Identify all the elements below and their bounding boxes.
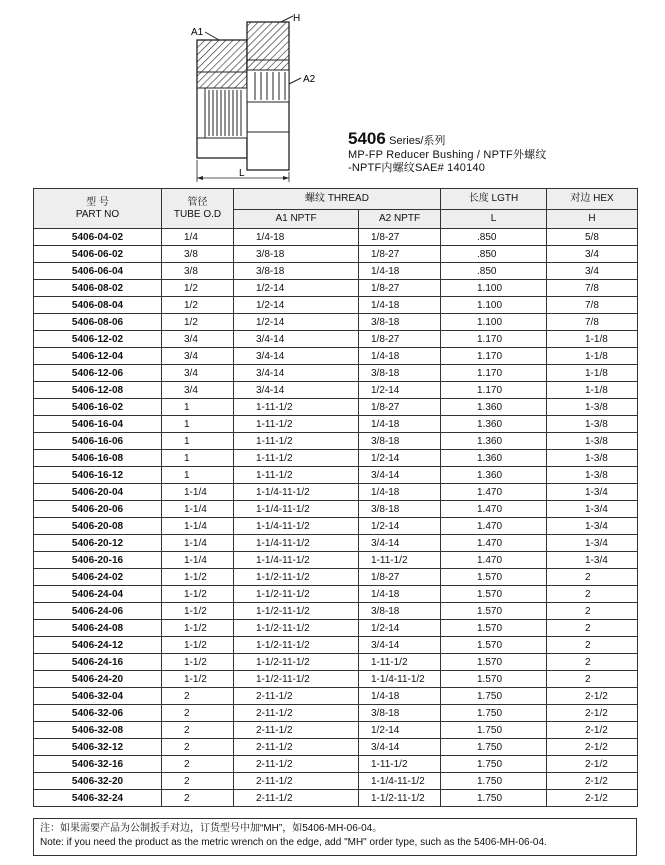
cell-hex: 1-3/4 bbox=[547, 501, 638, 518]
cell-hex: 2 bbox=[547, 569, 638, 586]
cell-hex: 7/8 bbox=[547, 280, 638, 297]
cell-a1-thread: 1-1/4-11-1/2 bbox=[234, 501, 359, 518]
cell-length: 1.570 bbox=[441, 586, 547, 603]
cell-tube-od: 2 bbox=[162, 705, 234, 722]
cell-a1-thread: 3/4-14 bbox=[234, 365, 359, 382]
cell-length: 1.750 bbox=[441, 722, 547, 739]
cell-hex: 2 bbox=[547, 603, 638, 620]
cell-a1-thread: 1-1/2-11-1/2 bbox=[234, 637, 359, 654]
cell-length: 1.570 bbox=[441, 569, 547, 586]
cell-hex: 1-1/8 bbox=[547, 382, 638, 399]
cell-length: 1.570 bbox=[441, 671, 547, 688]
table-row bbox=[34, 246, 638, 263]
cell-tube-od: 1-1/2 bbox=[162, 637, 234, 654]
notes-box bbox=[33, 818, 637, 856]
cell-length: 1.570 bbox=[441, 603, 547, 620]
cell-length: 1.750 bbox=[441, 739, 547, 756]
cell-hex: 2 bbox=[547, 671, 638, 688]
table-row bbox=[34, 433, 638, 450]
cell-tube-od: 1-1/2 bbox=[162, 603, 234, 620]
cell-length: 1.170 bbox=[441, 348, 547, 365]
cell-hex: 5/8 bbox=[547, 229, 638, 246]
cell-hex: 1-3/8 bbox=[547, 450, 638, 467]
cell-tube-od: 1 bbox=[162, 416, 234, 433]
cell-length: 1.750 bbox=[441, 790, 547, 807]
cell-length: 1.570 bbox=[441, 654, 547, 671]
cell-hex: 2 bbox=[547, 620, 638, 637]
cell-hex: 2-1/2 bbox=[547, 773, 638, 790]
cell-tube-od: 2 bbox=[162, 739, 234, 756]
cell-hex: 2 bbox=[547, 637, 638, 654]
cell-part-no: 5406-12-08 bbox=[34, 382, 162, 399]
table-row bbox=[34, 739, 638, 756]
cell-a2-thread: 3/4-14 bbox=[359, 467, 441, 484]
cell-a1-thread: 3/4-14 bbox=[234, 348, 359, 365]
cell-hex: 1-3/8 bbox=[547, 399, 638, 416]
table-row bbox=[34, 399, 638, 416]
table-row bbox=[34, 467, 638, 484]
cell-part-no: 5406-16-08 bbox=[34, 450, 162, 467]
cell-tube-od: 1-1/2 bbox=[162, 671, 234, 688]
cell-part-no: 5406-32-16 bbox=[34, 756, 162, 773]
cell-a2-thread: 1/4-18 bbox=[359, 586, 441, 603]
cell-length: 1.100 bbox=[441, 314, 547, 331]
cell-length: 1.360 bbox=[441, 433, 547, 450]
table-row bbox=[34, 280, 638, 297]
cell-tube-od: 1-1/4 bbox=[162, 518, 234, 535]
cell-part-no: 5406-24-04 bbox=[34, 586, 162, 603]
note-en: Note: if you need the product as the metric wrench on the edge, add "MH" order type, such as the 5406-MH-06-04. bbox=[40, 837, 547, 848]
cell-part-no: 5406-16-06 bbox=[34, 433, 162, 450]
cell-a2-thread: 1/4-18 bbox=[359, 688, 441, 705]
cell-hex: 1-3/8 bbox=[547, 416, 638, 433]
table-row bbox=[34, 569, 638, 586]
cell-hex: 1-3/4 bbox=[547, 518, 638, 535]
cell-tube-od: 1-1/2 bbox=[162, 654, 234, 671]
table-row bbox=[34, 790, 638, 807]
cell-a2-thread: 3/4-14 bbox=[359, 637, 441, 654]
cell-part-no: 5406-24-16 bbox=[34, 654, 162, 671]
cell-length: 1.360 bbox=[441, 467, 547, 484]
cell-a1-thread: 1-1/4-11-1/2 bbox=[234, 552, 359, 569]
cell-length: 1.470 bbox=[441, 484, 547, 501]
cell-hex: 1-1/8 bbox=[547, 365, 638, 382]
cell-length: .850 bbox=[441, 246, 547, 263]
cell-a1-thread: 1-1/2-11-1/2 bbox=[234, 654, 359, 671]
cell-tube-od: 3/4 bbox=[162, 365, 234, 382]
cell-part-no: 5406-24-12 bbox=[34, 637, 162, 654]
table-row bbox=[34, 263, 638, 280]
cell-tube-od: 1/4 bbox=[162, 229, 234, 246]
cell-a2-thread: 1-1/4-11-1/2 bbox=[359, 773, 441, 790]
cell-part-no: 5406-24-02 bbox=[34, 569, 162, 586]
specification-table bbox=[33, 188, 638, 807]
product-title-block bbox=[348, 131, 658, 175]
cell-length: 1.570 bbox=[441, 620, 547, 637]
cell-a1-thread: 1-11-1/2 bbox=[234, 399, 359, 416]
cell-a2-thread: 1/2-14 bbox=[359, 382, 441, 399]
cell-a1-thread: 1-1/4-11-1/2 bbox=[234, 518, 359, 535]
cell-part-no: 5406-04-02 bbox=[34, 229, 162, 246]
cell-a1-thread: 1/2-14 bbox=[234, 314, 359, 331]
cell-a2-thread: 3/8-18 bbox=[359, 314, 441, 331]
cell-hex: 1-3/8 bbox=[547, 433, 638, 450]
cell-length: 1.750 bbox=[441, 773, 547, 790]
cell-part-no: 5406-20-16 bbox=[34, 552, 162, 569]
cell-a1-thread: 1/2-14 bbox=[234, 280, 359, 297]
cell-a1-thread: 1-11-1/2 bbox=[234, 433, 359, 450]
cell-a1-thread: 2-11-1/2 bbox=[234, 773, 359, 790]
cell-a1-thread: 1-11-1/2 bbox=[234, 467, 359, 484]
cell-hex: 1-1/8 bbox=[547, 331, 638, 348]
table-row bbox=[34, 365, 638, 382]
header-length: 长度 LGTH bbox=[441, 189, 547, 210]
table-row bbox=[34, 773, 638, 790]
cell-hex: 1-3/4 bbox=[547, 484, 638, 501]
cell-hex: 1-3/4 bbox=[547, 552, 638, 569]
cell-a1-thread: 1-1/2-11-1/2 bbox=[234, 586, 359, 603]
cell-a2-thread: 1-1/2-11-1/2 bbox=[359, 790, 441, 807]
cell-a1-thread: 2-11-1/2 bbox=[234, 705, 359, 722]
label-a2: A2 bbox=[303, 74, 316, 85]
cell-a2-thread: 1/8-27 bbox=[359, 280, 441, 297]
cell-a2-thread: 1/8-27 bbox=[359, 229, 441, 246]
cell-a1-thread: 1-1/2-11-1/2 bbox=[234, 569, 359, 586]
cell-tube-od: 1-1/2 bbox=[162, 620, 234, 637]
table-row bbox=[34, 314, 638, 331]
cell-part-no: 5406-06-02 bbox=[34, 246, 162, 263]
cell-a1-thread: 2-11-1/2 bbox=[234, 790, 359, 807]
cell-a2-thread: 3/8-18 bbox=[359, 501, 441, 518]
header-length-sub: L bbox=[441, 210, 547, 229]
cell-part-no: 5406-20-04 bbox=[34, 484, 162, 501]
cell-tube-od: 1-1/4 bbox=[162, 552, 234, 569]
cell-length: 1.470 bbox=[441, 501, 547, 518]
cell-part-no: 5406-12-06 bbox=[34, 365, 162, 382]
note-cn: 注：如果需要产品为公制扳手对边，订货型号中加“MH”，如5406-MH-06-04。 bbox=[40, 823, 383, 834]
cell-tube-od: 1-1/4 bbox=[162, 501, 234, 518]
cell-a2-thread: 3/8-18 bbox=[359, 433, 441, 450]
cell-part-no: 5406-12-02 bbox=[34, 331, 162, 348]
label-l: L bbox=[239, 168, 245, 179]
cell-part-no: 5406-20-06 bbox=[34, 501, 162, 518]
cell-hex: 2-1/2 bbox=[547, 722, 638, 739]
cell-length: 1.170 bbox=[441, 382, 547, 399]
cell-tube-od: 3/8 bbox=[162, 263, 234, 280]
table-row bbox=[34, 552, 638, 569]
table-row bbox=[34, 705, 638, 722]
header-thread: 螺纹 THREAD bbox=[234, 189, 441, 210]
cell-a1-thread: 1/4-18 bbox=[234, 229, 359, 246]
cell-hex: 7/8 bbox=[547, 314, 638, 331]
header-part-cn: 型 号 bbox=[86, 196, 109, 208]
label-a1: A1 bbox=[191, 27, 204, 38]
table-row bbox=[34, 620, 638, 637]
table-row bbox=[34, 331, 638, 348]
cell-a2-thread: 3/8-18 bbox=[359, 705, 441, 722]
cell-a2-thread: 3/4-14 bbox=[359, 535, 441, 552]
table-row bbox=[34, 688, 638, 705]
cell-tube-od: 2 bbox=[162, 722, 234, 739]
cell-hex: 2-1/2 bbox=[547, 705, 638, 722]
label-h: H bbox=[293, 13, 301, 24]
cell-part-no: 5406-16-02 bbox=[34, 399, 162, 416]
table-row bbox=[34, 484, 638, 501]
cell-length: 1.470 bbox=[441, 518, 547, 535]
cell-length: .850 bbox=[441, 263, 547, 280]
table-row bbox=[34, 603, 638, 620]
cell-length: 1.470 bbox=[441, 552, 547, 569]
table-row bbox=[34, 654, 638, 671]
cell-a1-thread: 2-11-1/2 bbox=[234, 739, 359, 756]
cell-a1-thread: 2-11-1/2 bbox=[234, 756, 359, 773]
cell-a1-thread: 1-11-1/2 bbox=[234, 416, 359, 433]
cell-a1-thread: 1-1/4-11-1/2 bbox=[234, 484, 359, 501]
cell-a2-thread: 3/8-18 bbox=[359, 603, 441, 620]
cell-hex: 1-3/4 bbox=[547, 535, 638, 552]
cell-part-no: 5406-20-12 bbox=[34, 535, 162, 552]
cell-hex: 2-1/2 bbox=[547, 688, 638, 705]
cell-hex: 2-1/2 bbox=[547, 790, 638, 807]
cell-a1-thread: 1-1/2-11-1/2 bbox=[234, 603, 359, 620]
cell-tube-od: 1/2 bbox=[162, 280, 234, 297]
table-row bbox=[34, 756, 638, 773]
cell-part-no: 5406-20-08 bbox=[34, 518, 162, 535]
cell-hex: 2-1/2 bbox=[547, 756, 638, 773]
cell-a1-thread: 3/4-14 bbox=[234, 382, 359, 399]
table-row bbox=[34, 518, 638, 535]
cell-tube-od: 1-1/4 bbox=[162, 484, 234, 501]
cell-part-no: 5406-08-02 bbox=[34, 280, 162, 297]
cell-a1-thread: 3/8-18 bbox=[234, 263, 359, 280]
cell-part-no: 5406-32-20 bbox=[34, 773, 162, 790]
cell-a2-thread: 1/8-27 bbox=[359, 246, 441, 263]
header-part-no bbox=[34, 189, 162, 229]
cell-a2-thread: 1/4-18 bbox=[359, 416, 441, 433]
cell-a2-thread: 1/2-14 bbox=[359, 620, 441, 637]
header-a2: A2 NPTF bbox=[359, 210, 441, 229]
cell-tube-od: 1/2 bbox=[162, 314, 234, 331]
cell-part-no: 5406-16-04 bbox=[34, 416, 162, 433]
cell-length: 1.570 bbox=[441, 637, 547, 654]
cell-a2-thread: 1/2-14 bbox=[359, 450, 441, 467]
cell-length: 1.360 bbox=[441, 450, 547, 467]
cell-a2-thread: 1-11-1/2 bbox=[359, 756, 441, 773]
cell-hex: 1-3/8 bbox=[547, 467, 638, 484]
table-row bbox=[34, 382, 638, 399]
cell-a2-thread: 1/2-14 bbox=[359, 518, 441, 535]
cell-a1-thread: 1-11-1/2 bbox=[234, 450, 359, 467]
cell-length: 1.750 bbox=[441, 705, 547, 722]
cell-length: .850 bbox=[441, 229, 547, 246]
table-row bbox=[34, 535, 638, 552]
cell-a1-thread: 1-1/4-11-1/2 bbox=[234, 535, 359, 552]
table-row bbox=[34, 416, 638, 433]
cell-part-no: 5406-32-24 bbox=[34, 790, 162, 807]
cell-part-no: 5406-24-08 bbox=[34, 620, 162, 637]
cell-length: 1.360 bbox=[441, 399, 547, 416]
cell-a1-thread: 2-11-1/2 bbox=[234, 688, 359, 705]
series-label: Series/系列 bbox=[389, 135, 446, 147]
cell-a2-thread: 1/8-27 bbox=[359, 399, 441, 416]
header-a1: A1 NPTF bbox=[234, 210, 359, 229]
cell-part-no: 5406-32-04 bbox=[34, 688, 162, 705]
cell-a2-thread: 1/4-18 bbox=[359, 484, 441, 501]
cell-a2-thread: 1-1/4-11-1/2 bbox=[359, 671, 441, 688]
cell-part-no: 5406-24-06 bbox=[34, 603, 162, 620]
cell-length: 1.170 bbox=[441, 365, 547, 382]
table-row bbox=[34, 637, 638, 654]
cell-tube-od: 3/8 bbox=[162, 246, 234, 263]
cell-tube-od: 1 bbox=[162, 399, 234, 416]
cell-part-no: 5406-06-04 bbox=[34, 263, 162, 280]
cell-part-no: 5406-32-08 bbox=[34, 722, 162, 739]
product-description-2: -NPTF内螺纹SAE# 140140 bbox=[348, 162, 486, 174]
cell-tube-od: 1/2 bbox=[162, 297, 234, 314]
cell-a2-thread: 3/8-18 bbox=[359, 365, 441, 382]
product-title bbox=[348, 131, 658, 149]
cell-tube-od: 2 bbox=[162, 790, 234, 807]
cell-a2-thread: 3/4-14 bbox=[359, 739, 441, 756]
cell-length: 1.170 bbox=[441, 331, 547, 348]
cell-tube-od: 1 bbox=[162, 450, 234, 467]
cell-part-no: 5406-32-12 bbox=[34, 739, 162, 756]
cell-hex: 3/4 bbox=[547, 246, 638, 263]
product-description: MP-FP Reducer Bushing / NPTF外螺纹 bbox=[348, 149, 547, 161]
cell-tube-od: 3/4 bbox=[162, 382, 234, 399]
cell-tube-od: 1 bbox=[162, 433, 234, 450]
cell-part-no: 5406-16-12 bbox=[34, 467, 162, 484]
cell-tube-od: 2 bbox=[162, 688, 234, 705]
cell-length: 1.750 bbox=[441, 688, 547, 705]
cell-hex: 2 bbox=[547, 654, 638, 671]
cell-a1-thread: 3/8-18 bbox=[234, 246, 359, 263]
cell-a2-thread: 1/8-27 bbox=[359, 331, 441, 348]
table-row bbox=[34, 722, 638, 739]
product-code: 5406 bbox=[348, 129, 386, 148]
cell-tube-od: 3/4 bbox=[162, 348, 234, 365]
cell-tube-od: 1-1/2 bbox=[162, 569, 234, 586]
cell-a1-thread: 2-11-1/2 bbox=[234, 722, 359, 739]
table-row bbox=[34, 348, 638, 365]
reducer-bushing-drawing bbox=[185, 10, 335, 185]
cell-a2-thread: 1/8-27 bbox=[359, 569, 441, 586]
cell-tube-od: 1 bbox=[162, 467, 234, 484]
header-hex: 对边 HEX bbox=[547, 189, 638, 210]
table-row bbox=[34, 229, 638, 246]
cell-hex: 3/4 bbox=[547, 263, 638, 280]
fitting-drawing bbox=[185, 10, 335, 185]
cell-a1-thread: 1-1/2-11-1/2 bbox=[234, 620, 359, 637]
cell-a2-thread: 1/2-14 bbox=[359, 722, 441, 739]
cell-a2-thread: 1/4-18 bbox=[359, 348, 441, 365]
cell-hex: 2-1/2 bbox=[547, 739, 638, 756]
cell-a1-thread: 3/4-14 bbox=[234, 331, 359, 348]
cell-length: 1.100 bbox=[441, 297, 547, 314]
cell-part-no: 5406-08-06 bbox=[34, 314, 162, 331]
header-tube-cn: 管径 bbox=[187, 196, 208, 208]
cell-part-no: 5406-08-04 bbox=[34, 297, 162, 314]
cell-hex: 2 bbox=[547, 586, 638, 603]
table-body bbox=[34, 229, 638, 807]
cell-length: 1.100 bbox=[441, 280, 547, 297]
header-tube-od bbox=[162, 189, 234, 229]
cell-length: 1.470 bbox=[441, 535, 547, 552]
header-hex-sub: H bbox=[547, 210, 638, 229]
cell-hex: 7/8 bbox=[547, 297, 638, 314]
cell-a2-thread: 1-11-1/2 bbox=[359, 654, 441, 671]
cell-a1-thread: 1-1/2-11-1/2 bbox=[234, 671, 359, 688]
header-tube-en: TUBE O.D bbox=[173, 208, 222, 220]
cell-tube-od: 3/4 bbox=[162, 331, 234, 348]
table-row bbox=[34, 586, 638, 603]
cell-hex: 1-1/8 bbox=[547, 348, 638, 365]
cell-tube-od: 1-1/2 bbox=[162, 586, 234, 603]
cell-tube-od: 1-1/4 bbox=[162, 535, 234, 552]
cell-length: 1.360 bbox=[441, 416, 547, 433]
table-row bbox=[34, 297, 638, 314]
cell-a2-thread: 1/4-18 bbox=[359, 263, 441, 280]
header-part-en: PART NO bbox=[75, 208, 120, 220]
cell-tube-od: 2 bbox=[162, 756, 234, 773]
cell-part-no: 5406-12-04 bbox=[34, 348, 162, 365]
cell-a2-thread: 1/4-18 bbox=[359, 297, 441, 314]
table-row bbox=[34, 671, 638, 688]
cell-a1-thread: 1/2-14 bbox=[234, 297, 359, 314]
table-row bbox=[34, 501, 638, 518]
cell-length: 1.750 bbox=[441, 756, 547, 773]
cell-tube-od: 2 bbox=[162, 773, 234, 790]
cell-part-no: 5406-32-06 bbox=[34, 705, 162, 722]
cell-a2-thread: 1-11-1/2 bbox=[359, 552, 441, 569]
table-row bbox=[34, 450, 638, 467]
cell-part-no: 5406-24-20 bbox=[34, 671, 162, 688]
